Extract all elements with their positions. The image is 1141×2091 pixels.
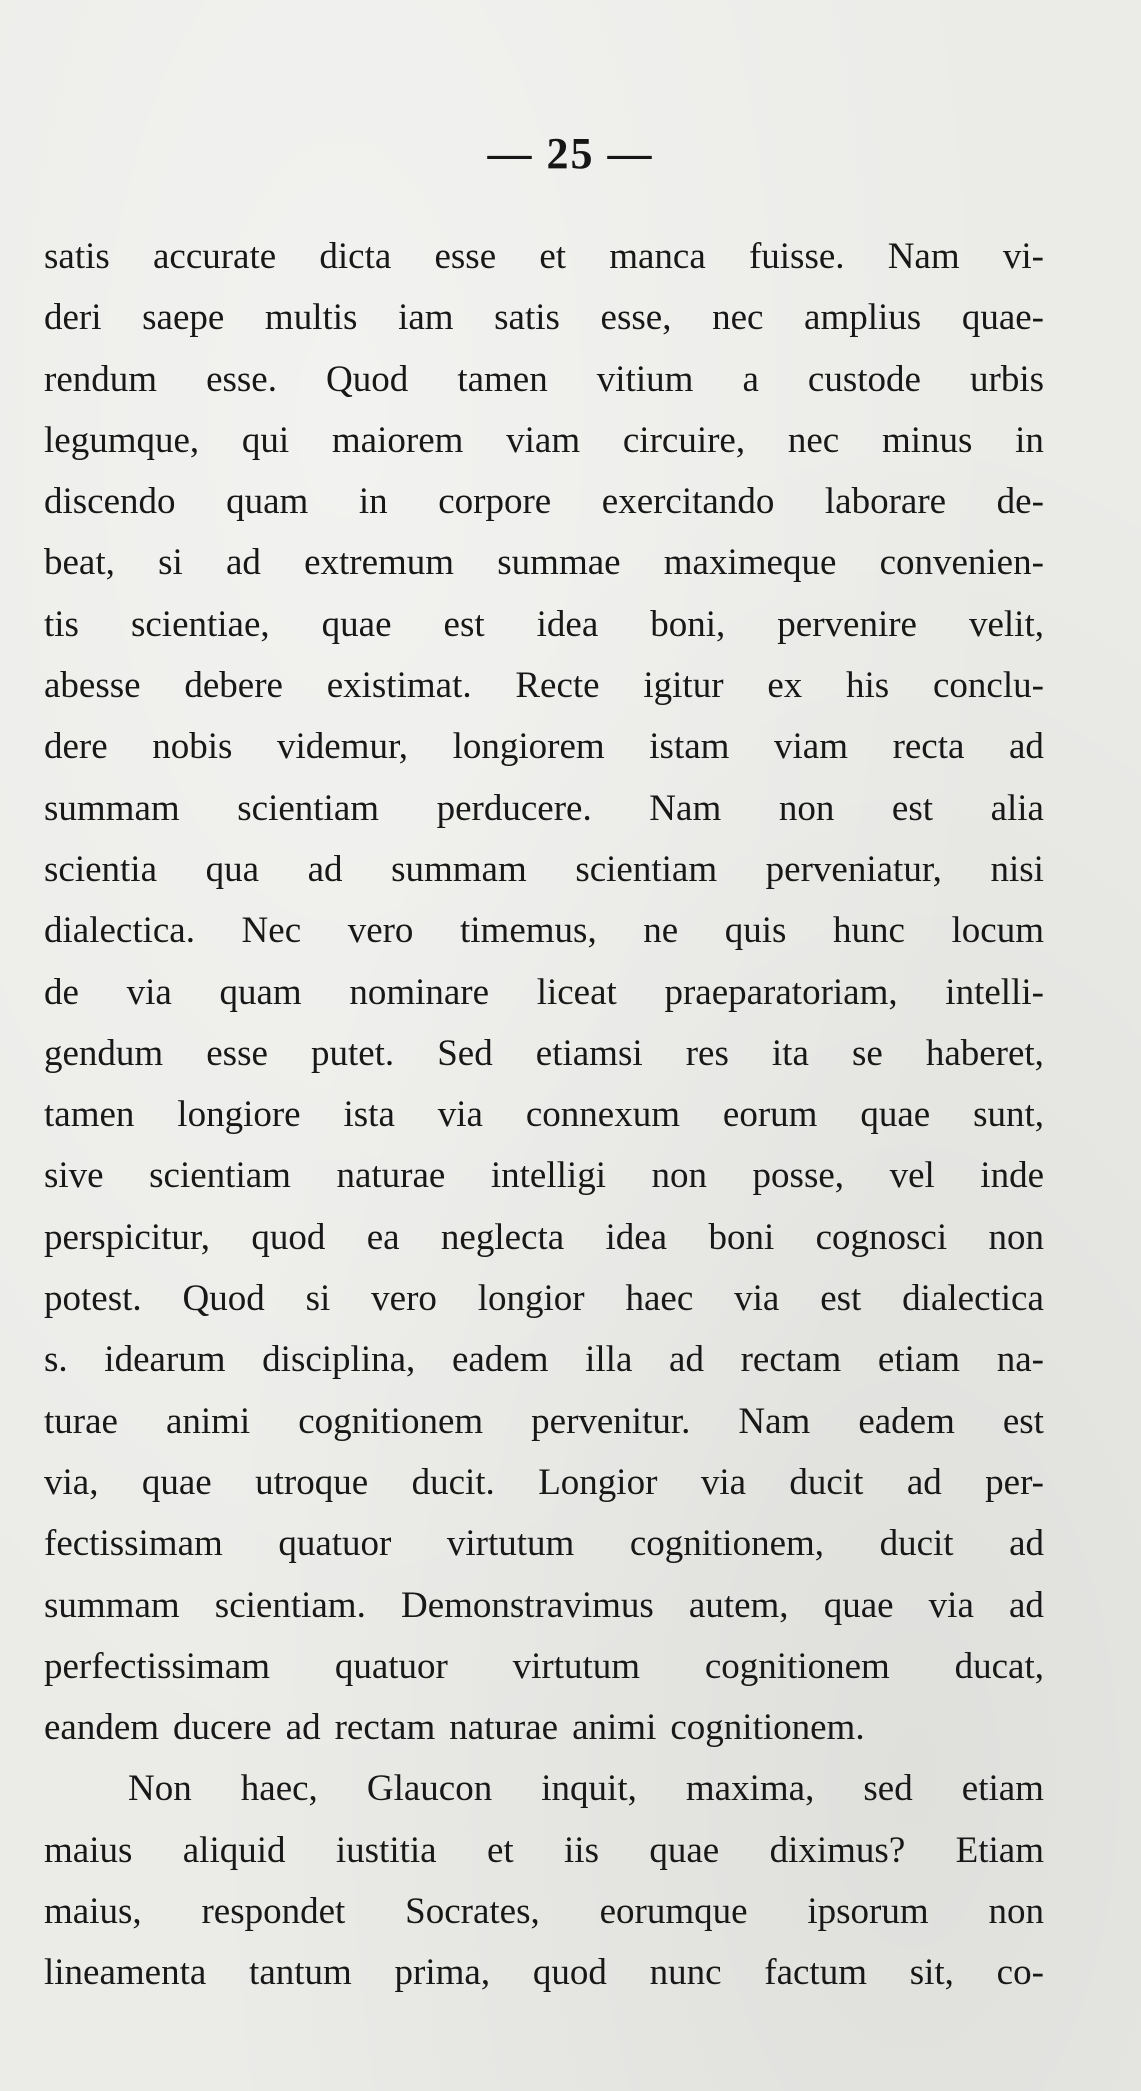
word: autem, — [688, 1584, 789, 1626]
word: de — [44, 971, 79, 1013]
word: quod — [532, 1952, 607, 1994]
word: longiore — [177, 1094, 301, 1136]
word: viam — [774, 726, 848, 768]
word: igitur — [643, 665, 724, 707]
word: perveniatur, — [765, 848, 942, 890]
word: tamen — [44, 1094, 135, 1136]
word: eadem — [858, 1400, 955, 1442]
word: ad — [225, 542, 261, 584]
text-line — [44, 1023, 1044, 1084]
word: per- — [985, 1461, 1044, 1503]
word: nunc — [649, 1952, 722, 1994]
word: aliquid — [182, 1829, 286, 1871]
word: si — [158, 542, 183, 584]
text-line — [44, 1391, 1044, 1452]
word: etiam — [877, 1339, 961, 1381]
word: scientiam — [149, 1155, 291, 1197]
word: Socrates, — [405, 1891, 540, 1933]
word: de- — [996, 481, 1044, 523]
word: res — [685, 1032, 729, 1074]
word: Recte — [515, 665, 600, 707]
word: extremum — [304, 542, 455, 584]
text-line — [44, 716, 1044, 777]
word: conclu- — [932, 665, 1044, 707]
word: in — [358, 481, 388, 523]
word: vero — [347, 910, 414, 952]
word: connexum — [525, 1094, 680, 1136]
text-line — [44, 900, 1044, 961]
word: perspicitur, — [44, 1216, 210, 1258]
word: tis — [44, 603, 79, 645]
word: quae — [823, 1584, 894, 1626]
text-line — [44, 655, 1044, 716]
word: non — [988, 1216, 1044, 1258]
word: quatuor — [334, 1645, 448, 1687]
word: tantum — [249, 1952, 352, 1994]
word: Nam — [649, 787, 722, 829]
word: urbis — [970, 358, 1044, 400]
text-line — [44, 1268, 1044, 1329]
word: Non — [128, 1768, 192, 1810]
word: factum — [764, 1952, 867, 1994]
word: custode — [807, 358, 921, 400]
word: via — [126, 971, 172, 1013]
word: scientiam — [575, 848, 718, 890]
word: animi — [165, 1400, 251, 1442]
word: cognitionem, — [629, 1523, 825, 1565]
word: ad — [307, 848, 343, 890]
word: ad — [1009, 1584, 1044, 1626]
word: est — [820, 1278, 862, 1320]
word: corpore — [438, 481, 552, 523]
word: nisi — [990, 848, 1044, 890]
word: esse, — [600, 297, 672, 339]
word: Glaucon — [366, 1768, 493, 1810]
word: pervenitur. — [531, 1400, 691, 1442]
word: cognosci — [815, 1216, 948, 1258]
word: rendum — [44, 358, 158, 400]
word: istam — [649, 726, 730, 768]
word: quis — [724, 910, 787, 952]
word: Nam — [887, 236, 960, 277]
word: tamen — [457, 358, 548, 400]
word: quae — [321, 603, 392, 645]
word: Etiam — [955, 1829, 1044, 1871]
word: quae — [860, 1094, 931, 1136]
word: via — [734, 1278, 780, 1320]
word: in — [1015, 419, 1044, 461]
word: ducit — [789, 1461, 864, 1503]
text-line — [44, 1145, 1044, 1206]
word: quod — [251, 1216, 326, 1258]
word: virtutum — [446, 1523, 575, 1565]
word: quatuor — [278, 1523, 392, 1565]
word: disciplina, — [262, 1339, 416, 1381]
text-line — [44, 1636, 1044, 1697]
word: nec — [787, 419, 840, 461]
word: est — [891, 787, 933, 829]
word: videmur, — [276, 726, 409, 768]
word: ad — [669, 1339, 704, 1381]
word: longior — [477, 1278, 585, 1320]
word: est — [443, 603, 485, 645]
word: maius — [44, 1829, 133, 1871]
word: idea — [605, 1216, 668, 1258]
word: lineamenta — [44, 1952, 207, 1994]
word: alia — [990, 787, 1044, 829]
word: idearum — [104, 1339, 226, 1381]
word: manca — [609, 236, 706, 277]
word: recta — [892, 726, 965, 768]
word: eorum — [722, 1094, 818, 1136]
word: via — [928, 1584, 974, 1626]
word: ipsorum — [807, 1891, 929, 1933]
word: summam — [44, 787, 180, 829]
text-line — [44, 410, 1044, 471]
word: non — [988, 1891, 1044, 1933]
text-line — [44, 1697, 1044, 1758]
word: vero — [371, 1278, 437, 1320]
word: haberet, — [925, 1032, 1044, 1074]
word: haec, — [240, 1768, 318, 1810]
word: quam — [219, 971, 302, 1013]
word: Longior — [538, 1461, 658, 1503]
word: multis — [264, 297, 358, 339]
word: potest. — [44, 1278, 142, 1320]
word: via — [437, 1094, 483, 1136]
word: timemus, — [460, 910, 597, 952]
text-line — [44, 1207, 1044, 1268]
word: est — [1002, 1400, 1044, 1442]
word: Quod — [326, 358, 409, 400]
text-line — [44, 471, 1044, 532]
word: beat, — [44, 542, 115, 584]
word: ad — [1009, 1523, 1044, 1565]
word: locum — [951, 910, 1044, 952]
word: eorumque — [599, 1891, 748, 1933]
word: exercitando — [601, 481, 775, 523]
word: iis — [564, 1829, 599, 1871]
word: perfectissimam — [44, 1645, 271, 1687]
word: esse — [206, 1032, 268, 1074]
word: Demonstravimus — [400, 1584, 654, 1626]
word: pervenire — [777, 603, 917, 645]
page-number: — 25 — — [487, 129, 654, 178]
word: perducere. — [436, 787, 592, 829]
word: nobis — [152, 726, 233, 768]
word: satis — [494, 297, 560, 339]
word: ex — [767, 665, 803, 707]
word: naturae — [449, 1707, 559, 1749]
word: fectissimam — [44, 1523, 223, 1565]
word: inquit, — [541, 1768, 637, 1810]
word: sunt, — [973, 1094, 1044, 1136]
word: dere — [44, 726, 108, 768]
word: boni — [708, 1216, 775, 1258]
word: ea — [366, 1216, 400, 1258]
body-text — [44, 226, 1044, 2004]
word: diximus? — [769, 1829, 906, 1871]
word: minus — [881, 419, 973, 461]
word: accurate — [152, 236, 277, 277]
word: cognitionem. — [670, 1707, 865, 1749]
word: nec — [712, 297, 764, 339]
word: a — [742, 358, 759, 400]
word: nominare — [349, 971, 490, 1013]
word: esse. — [206, 358, 277, 400]
word: se — [851, 1032, 883, 1074]
word: virtutum — [512, 1645, 641, 1687]
word: rectam — [334, 1707, 436, 1749]
word: rectam — [740, 1339, 842, 1381]
word: idea — [536, 603, 599, 645]
word: intelligi — [490, 1155, 606, 1197]
word: maximeque — [663, 542, 837, 584]
word: ad — [1009, 726, 1044, 768]
word: naturae — [336, 1155, 446, 1197]
text-line — [44, 1329, 1044, 1390]
word: respondet — [201, 1891, 346, 1933]
text-line — [44, 594, 1044, 655]
word: scientiae, — [130, 603, 270, 645]
word: turae — [44, 1400, 118, 1442]
word: discendo — [44, 481, 176, 523]
text-line — [44, 226, 1044, 287]
word: esse — [434, 236, 497, 277]
word: non — [651, 1155, 708, 1197]
word: iam — [398, 297, 454, 339]
word: illa — [585, 1339, 633, 1381]
word: abesse — [44, 665, 141, 707]
word: via — [700, 1461, 747, 1503]
word: ita — [771, 1032, 809, 1074]
word: sive — [44, 1155, 104, 1197]
word: laborare — [824, 481, 947, 523]
word: non — [778, 787, 835, 829]
word: sed — [863, 1768, 913, 1810]
word: via, — [44, 1461, 99, 1503]
word: viam — [506, 419, 581, 461]
text-line — [44, 1452, 1044, 1513]
word: vitium — [596, 358, 694, 400]
word: quae- — [961, 297, 1044, 339]
word: iustitia — [335, 1829, 437, 1871]
word: Sed — [437, 1032, 493, 1074]
word: ducit. — [411, 1461, 495, 1503]
text-line — [44, 349, 1044, 410]
word: maiorem — [331, 419, 464, 461]
word: cognitionem — [298, 1400, 484, 1442]
word: quae — [649, 1829, 720, 1871]
word: etiam — [961, 1768, 1044, 1810]
text-line — [44, 287, 1044, 348]
word: longiorem — [452, 726, 605, 768]
text-line — [44, 839, 1044, 900]
text-line — [44, 962, 1044, 1023]
text-line — [44, 1575, 1044, 1636]
word: dialectica. — [44, 910, 195, 952]
word: existimat. — [326, 665, 472, 707]
word: eandem — [44, 1707, 160, 1749]
text-line — [44, 1820, 1044, 1881]
word: qui — [241, 419, 290, 461]
word: quam — [226, 481, 309, 523]
word: intelli- — [945, 971, 1044, 1013]
text-line — [44, 532, 1044, 593]
word: Nam — [738, 1400, 811, 1442]
text-line — [44, 1513, 1044, 1574]
word: ad — [285, 1707, 321, 1749]
word: hunc — [833, 910, 905, 952]
word: inde — [980, 1155, 1044, 1197]
word: satis — [44, 236, 110, 277]
word: liceat — [536, 971, 617, 1013]
word: animi — [572, 1707, 657, 1749]
text-line — [44, 1881, 1044, 1942]
word: vi- — [1002, 236, 1044, 277]
word: ducat, — [954, 1645, 1044, 1687]
word: praeparatoriam, — [664, 971, 898, 1013]
word: circuire, — [622, 419, 746, 461]
word: utroque — [255, 1461, 369, 1503]
word: si — [305, 1278, 331, 1320]
word: ducere — [173, 1707, 272, 1749]
word: Nec — [241, 910, 302, 952]
word: ista — [343, 1094, 395, 1136]
word: et — [486, 1829, 514, 1871]
word: amplius — [804, 297, 922, 339]
text-line — [44, 1758, 1044, 1819]
word: dicta — [319, 236, 392, 277]
word: ad — [906, 1461, 942, 1503]
word: posse, — [752, 1155, 845, 1197]
word: sit, — [909, 1952, 954, 1994]
text-line — [44, 1942, 1044, 2003]
word: prima, — [394, 1952, 491, 1994]
word: et — [539, 236, 567, 277]
word: boni, — [650, 603, 726, 645]
word: convenien- — [879, 542, 1044, 584]
text-line — [44, 1084, 1044, 1145]
word: deri — [44, 297, 102, 339]
word: etiamsi — [535, 1032, 643, 1074]
word: putet. — [310, 1032, 395, 1074]
word: his — [846, 665, 890, 707]
word: scientiam — [237, 787, 380, 829]
text-line — [44, 778, 1044, 839]
word: s. — [44, 1339, 68, 1381]
word: ducit — [879, 1523, 954, 1565]
word: ne — [643, 910, 679, 952]
word: scientiam. — [214, 1584, 366, 1626]
word: na- — [996, 1339, 1044, 1381]
word: dialectica — [902, 1278, 1044, 1320]
word: co- — [996, 1952, 1044, 1994]
word: scientia — [44, 848, 158, 890]
word: quae — [141, 1461, 212, 1503]
word: vel — [889, 1155, 935, 1197]
word: maxima, — [685, 1768, 815, 1810]
word: eadem — [451, 1339, 549, 1381]
word: summae — [497, 542, 621, 584]
word: cognitionem — [704, 1645, 890, 1687]
word: qua — [205, 848, 260, 890]
word: gendum — [44, 1032, 164, 1074]
word: fuisse. — [748, 236, 845, 277]
word: debere — [184, 665, 283, 707]
word: legumque, — [44, 419, 200, 461]
word: summam — [391, 848, 527, 890]
word: summam — [44, 1584, 180, 1626]
word: maius, — [44, 1891, 142, 1933]
word: velit, — [968, 603, 1044, 645]
word: Quod — [182, 1278, 265, 1320]
word: saepe — [142, 297, 225, 339]
word: haec — [625, 1278, 694, 1320]
word: neglecta — [440, 1216, 565, 1258]
